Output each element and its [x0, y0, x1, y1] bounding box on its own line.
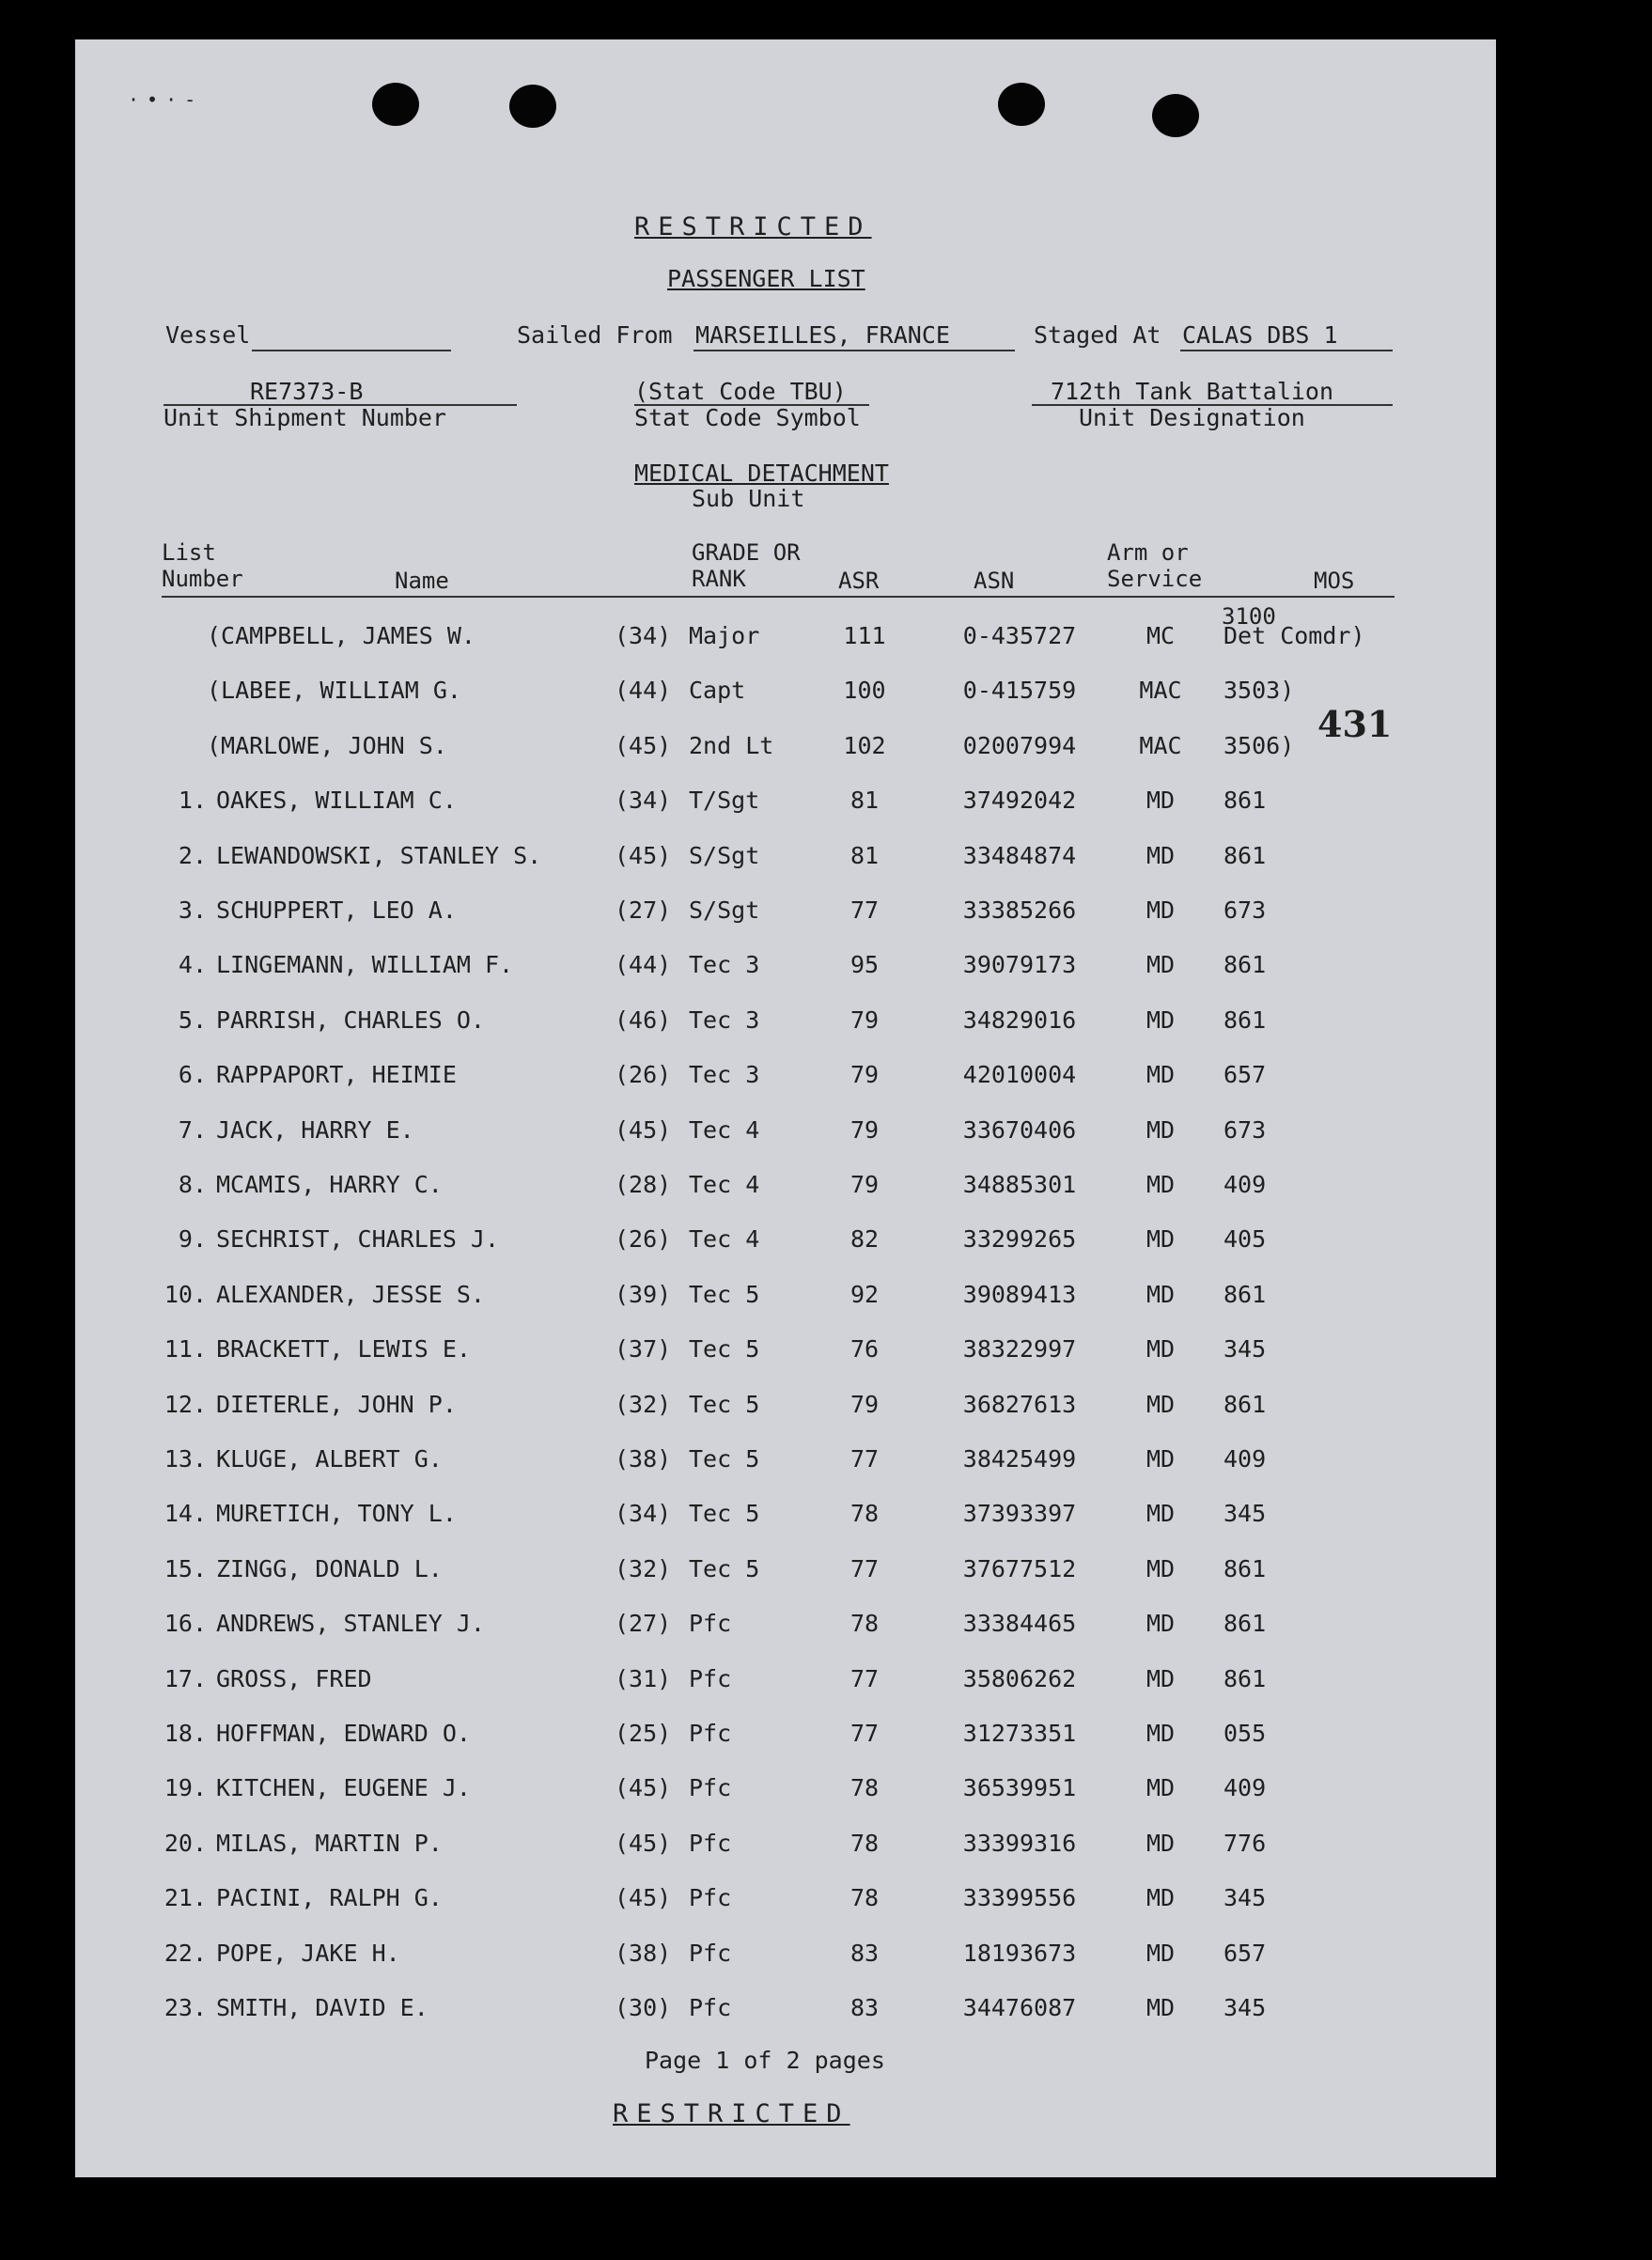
passenger-name: KITCHEN, EUGENE J.: [216, 1774, 471, 1802]
passenger-age: (45): [615, 731, 672, 759]
passenger-arm-service: MD: [1145, 1171, 1176, 1198]
passenger-age: (32): [615, 1554, 672, 1582]
passenger-age: (26): [615, 1061, 672, 1089]
passenger-row: [75, 1116, 1496, 1154]
passenger-row: [75, 1665, 1496, 1703]
passenger-asr: 83: [849, 1994, 880, 2021]
passenger-rank: Capt: [689, 677, 746, 705]
punch-hole: [372, 83, 419, 126]
passenger-rank: Tec 5: [689, 1445, 760, 1473]
passenger-row: [75, 1500, 1496, 1537]
list-number: 18.: [164, 1720, 207, 1747]
passenger-arm-service: MD: [1145, 1720, 1176, 1747]
passenger-asn: 39079173: [962, 951, 1077, 979]
list-number: 16.: [164, 1610, 207, 1638]
passenger-age: (45): [615, 1115, 672, 1144]
passenger-rank: Pfc: [689, 1664, 732, 1692]
passenger-arm-service: MD: [1145, 1005, 1176, 1034]
col-arm-2: Service: [1107, 566, 1203, 592]
passenger-arm-service: MAC: [1139, 731, 1182, 759]
passenger-mos: Det Comdr): [1223, 622, 1365, 649]
passenger-asr: 92: [849, 1280, 880, 1308]
passenger-asr: 102: [843, 731, 886, 759]
passenger-mos: 673: [1223, 1115, 1267, 1144]
passenger-arm-service: MD: [1145, 1445, 1176, 1473]
passenger-asn: 36827613: [962, 1390, 1077, 1418]
passenger-mos: 673: [1223, 896, 1267, 924]
passenger-mos: 861: [1223, 951, 1267, 979]
passenger-name: LINGEMANN, WILLIAM F.: [216, 951, 514, 979]
passenger-name: GROSS, FRED: [216, 1664, 372, 1692]
passenger-age: (26): [615, 1225, 672, 1254]
sailed-from-label: Sailed From: [517, 321, 673, 349]
sub-unit-label: Sub Unit: [692, 485, 805, 512]
passenger-rank: Tec 3: [689, 1005, 760, 1034]
passenger-row: [75, 1445, 1496, 1483]
passenger-asr: 77: [849, 1445, 880, 1473]
passenger-arm-service: MD: [1145, 1061, 1176, 1089]
passenger-mos: 861: [1223, 1554, 1267, 1582]
restricted-footer: RESTRICTED: [613, 2099, 850, 2128]
passenger-asr: 79: [849, 1061, 880, 1089]
passenger-row: [75, 1006, 1496, 1044]
stat-code-label: Stat Code Symbol: [634, 404, 861, 431]
restricted-heading: RESTRICTED: [634, 212, 872, 242]
list-number: 4.: [178, 951, 207, 979]
passenger-age: (34): [615, 622, 672, 649]
passenger-mos: 405: [1223, 1225, 1267, 1254]
list-number: 8.: [178, 1171, 207, 1198]
officer-mos-top: 3100: [1222, 603, 1276, 630]
passenger-age: (28): [615, 1171, 672, 1198]
col-name: Name: [395, 568, 449, 594]
passenger-name: MCAMIS, HARRY C.: [216, 1171, 443, 1198]
list-number: 22.: [164, 1939, 207, 1967]
passenger-age: (32): [615, 1390, 672, 1418]
list-number: 11.: [164, 1335, 207, 1364]
passenger-rank: Tec 4: [689, 1225, 760, 1254]
officer-row: [75, 677, 1496, 714]
passenger-asn: 34885301: [962, 1171, 1077, 1198]
passenger-asn: 37393397: [962, 1500, 1077, 1528]
list-number: 13.: [164, 1445, 207, 1473]
passenger-asr: 77: [849, 1664, 880, 1692]
list-number: 9.: [178, 1225, 207, 1254]
passenger-asn: 34476087: [962, 1994, 1077, 2021]
passenger-name: ANDREWS, STANLEY J.: [216, 1610, 485, 1638]
passenger-arm-service: MD: [1145, 787, 1176, 815]
passenger-asr: 95: [849, 951, 880, 979]
passenger-mos: 3506): [1223, 731, 1295, 759]
passenger-rank: T/Sgt: [689, 787, 760, 815]
list-number: 23.: [164, 1994, 207, 2021]
passenger-rank: Tec 5: [689, 1335, 760, 1364]
document-page: [75, 39, 1496, 2177]
staged-at-value: CALAS DBS 1: [1182, 321, 1338, 349]
passenger-row: [75, 1720, 1496, 1757]
passenger-age: (39): [615, 1280, 672, 1308]
passenger-rank: Pfc: [689, 1829, 732, 1857]
passenger-asn: 31273351: [962, 1720, 1077, 1747]
passenger-asn: 38322997: [962, 1335, 1077, 1364]
sub-unit-value: MEDICAL DETACHMENT: [634, 460, 889, 487]
col-arm-1: Arm or: [1107, 539, 1189, 566]
passenger-row: [75, 951, 1496, 989]
page-count: Page 1 of 2 pages: [645, 2047, 885, 2074]
passenger-name: ZINGG, DONALD L.: [216, 1554, 443, 1582]
passenger-asr: 82: [849, 1225, 880, 1254]
passenger-asn: 0-415759: [962, 677, 1077, 705]
passenger-mos: 861: [1223, 1280, 1267, 1308]
header-rule: [162, 596, 1395, 598]
passenger-age: (45): [615, 1829, 672, 1857]
passenger-name: MURETICH, TONY L.: [216, 1500, 457, 1528]
passenger-row: [75, 842, 1496, 880]
passenger-arm-service: MD: [1145, 1664, 1176, 1692]
passenger-row: [75, 1940, 1496, 1977]
passenger-asr: 81: [849, 787, 880, 815]
punch-hole: [1152, 94, 1199, 137]
unit-designation: 712th Tank Battalion: [1051, 378, 1334, 405]
passenger-asn: 42010004: [962, 1061, 1077, 1089]
list-number: 3.: [178, 896, 207, 924]
passenger-rank: Pfc: [689, 1939, 732, 1967]
passenger-rank: Tec 3: [689, 951, 760, 979]
passenger-name: KLUGE, ALBERT G.: [216, 1445, 443, 1473]
passenger-arm-service: MC: [1145, 622, 1176, 649]
passenger-asr: 78: [849, 1884, 880, 1912]
passenger-mos: 776: [1223, 1829, 1267, 1857]
passenger-age: (44): [615, 951, 672, 979]
passenger-age: (37): [615, 1335, 672, 1364]
passenger-age: (31): [615, 1664, 672, 1692]
list-number: 21.: [164, 1884, 207, 1912]
passenger-rank: 2nd Lt: [689, 731, 774, 759]
passenger-row: [75, 1884, 1496, 1922]
col-asr: ASR: [838, 568, 880, 594]
passenger-arm-service: MD: [1145, 1500, 1176, 1528]
passenger-row: [75, 1774, 1496, 1812]
passenger-asn: 33399316: [962, 1829, 1077, 1857]
passenger-asn: 34829016: [962, 1005, 1077, 1034]
passenger-name: (LABEE, WILLIAM G.: [207, 677, 461, 705]
col-asn: ASN: [974, 568, 1015, 594]
passenger-rank: S/Sgt: [689, 841, 760, 869]
passenger-rank: Pfc: [689, 1720, 732, 1747]
passenger-name: SECHRIST, CHARLES J.: [216, 1225, 500, 1254]
passenger-asr: 79: [849, 1171, 880, 1198]
passenger-arm-service: MD: [1145, 1610, 1176, 1638]
passenger-rank: Tec 4: [689, 1115, 760, 1144]
unit-shipment-number: RE7373-B: [250, 378, 364, 405]
passenger-arm-service: MD: [1145, 1115, 1176, 1144]
passenger-row: [75, 1281, 1496, 1318]
passenger-age: (38): [615, 1445, 672, 1473]
passenger-asr: 79: [849, 1390, 880, 1418]
list-number: 12.: [164, 1390, 207, 1418]
passenger-mos: 409: [1223, 1171, 1267, 1198]
passenger-mos: 657: [1223, 1061, 1267, 1089]
vessel-underline: [252, 350, 451, 351]
passenger-asr: 78: [849, 1774, 880, 1802]
passenger-arm-service: MD: [1145, 1939, 1176, 1967]
passenger-asr: 78: [849, 1829, 880, 1857]
passenger-age: (27): [615, 896, 672, 924]
passenger-mos: 861: [1223, 787, 1267, 815]
passenger-mos: 345: [1223, 1500, 1267, 1528]
passenger-asr: 111: [843, 622, 886, 649]
passenger-mos: 409: [1223, 1774, 1267, 1802]
passenger-row: [75, 1391, 1496, 1428]
col-grade-2: RANK: [692, 566, 746, 592]
passenger-rank: Pfc: [689, 1994, 732, 2021]
passenger-age: (25): [615, 1720, 672, 1747]
punch-hole: [998, 83, 1045, 126]
passenger-rank: S/Sgt: [689, 896, 760, 924]
passenger-asn: 18193673: [962, 1939, 1077, 1967]
passenger-row: [75, 1225, 1496, 1263]
passenger-asr: 100: [843, 677, 886, 705]
passenger-arm-service: MD: [1145, 1554, 1176, 1582]
unit-shipment-label: Unit Shipment Number: [164, 404, 447, 431]
passenger-row: [75, 1335, 1496, 1373]
passenger-asn: 38425499: [962, 1445, 1077, 1473]
passenger-asn: 33385266: [962, 896, 1077, 924]
list-number: 20.: [164, 1829, 207, 1857]
passenger-name: (MARLOWE, JOHN S.: [207, 731, 447, 759]
passenger-asn: 37677512: [962, 1554, 1077, 1582]
passenger-mos: 861: [1223, 1390, 1267, 1418]
passenger-asr: 83: [849, 1939, 880, 1967]
passenger-asr: 77: [849, 1720, 880, 1747]
passenger-mos: 409: [1223, 1445, 1267, 1473]
passenger-asn: 33484874: [962, 841, 1077, 869]
passenger-mos: 861: [1223, 1610, 1267, 1638]
passenger-asr: 79: [849, 1115, 880, 1144]
passenger-asn: 33399556: [962, 1884, 1077, 1912]
list-number: 5.: [178, 1005, 207, 1034]
passenger-mos: 055: [1223, 1720, 1267, 1747]
col-grade-1: GRADE OR: [692, 539, 801, 566]
passenger-asr: 77: [849, 896, 880, 924]
passenger-rank: Tec 5: [689, 1280, 760, 1308]
passenger-arm-service: MD: [1145, 1280, 1176, 1308]
passenger-mos: 861: [1223, 841, 1267, 869]
passenger-arm-service: MAC: [1139, 677, 1182, 705]
passenger-row: [75, 1830, 1496, 1867]
vessel-label: Vessel: [165, 321, 251, 349]
list-number: 1.: [178, 787, 207, 815]
passenger-rank: Tec 5: [689, 1390, 760, 1418]
passenger-name: (CAMPBELL, JAMES W.: [207, 622, 475, 649]
stat-code: (Stat Code TBU): [634, 378, 847, 405]
passenger-mos: 345: [1223, 1335, 1267, 1364]
passenger-age: (45): [615, 1884, 672, 1912]
list-number: 17.: [164, 1664, 207, 1692]
passenger-age: (44): [615, 677, 672, 705]
passenger-mos: 657: [1223, 1939, 1267, 1967]
passenger-asn: 33299265: [962, 1225, 1077, 1254]
passenger-rank: Pfc: [689, 1884, 732, 1912]
passenger-row: [75, 1171, 1496, 1208]
passenger-asr: 79: [849, 1005, 880, 1034]
passenger-name: LEWANDOWSKI, STANLEY S.: [216, 841, 542, 869]
passenger-name: PACINI, RALPH G.: [216, 1884, 443, 1912]
passenger-row: [75, 1555, 1496, 1593]
passenger-asr: 77: [849, 1554, 880, 1582]
passenger-arm-service: MD: [1145, 1225, 1176, 1254]
passenger-mos: 345: [1223, 1884, 1267, 1912]
passenger-asr: 81: [849, 841, 880, 869]
passenger-age: (38): [615, 1939, 672, 1967]
staged-at-label: Staged At: [1034, 321, 1161, 349]
passenger-name: SCHUPPERT, LEO A.: [216, 896, 457, 924]
passenger-list-heading: PASSENGER LIST: [667, 265, 865, 292]
passenger-asr: 78: [849, 1610, 880, 1638]
passenger-mos: 861: [1223, 1005, 1267, 1034]
list-number: 7.: [178, 1115, 207, 1144]
passenger-age: (30): [615, 1994, 672, 2021]
passenger-row: [75, 896, 1496, 934]
passenger-age: (27): [615, 1610, 672, 1638]
passenger-asn: 02007994: [962, 731, 1077, 759]
officer-row: [75, 732, 1496, 770]
list-number: 10.: [164, 1280, 207, 1308]
passenger-asn: 36539951: [962, 1774, 1077, 1802]
passenger-rank: Tec 5: [689, 1500, 760, 1528]
passenger-arm-service: MD: [1145, 1829, 1176, 1857]
passenger-mos: 861: [1223, 1664, 1267, 1692]
passenger-name: RAPPAPORT, HEIMIE: [216, 1061, 457, 1089]
passenger-arm-service: MD: [1145, 1335, 1176, 1364]
passenger-name: ALEXANDER, JESSE S.: [216, 1280, 485, 1308]
passenger-row: [75, 1061, 1496, 1099]
passenger-age: (45): [615, 841, 672, 869]
unit-designation-label: Unit Designation: [1079, 404, 1305, 431]
passenger-row: [75, 1610, 1496, 1647]
margin-specks: ·•·-: [128, 88, 204, 111]
passenger-name: JACK, HARRY E.: [216, 1115, 414, 1144]
list-number: 6.: [178, 1061, 207, 1089]
passenger-name: BRACKETT, LEWIS E.: [216, 1335, 471, 1364]
punch-hole: [509, 85, 556, 128]
passenger-mos: 345: [1223, 1994, 1267, 2021]
passenger-asn: 33384465: [962, 1610, 1077, 1638]
passenger-name: PARRISH, CHARLES O.: [216, 1005, 485, 1034]
passenger-asn: 0-435727: [962, 622, 1077, 649]
passenger-rank: Major: [689, 622, 760, 649]
passenger-rank: Tec 4: [689, 1171, 760, 1198]
passenger-name: SMITH, DAVID E.: [216, 1994, 429, 2021]
list-number: 19.: [164, 1774, 207, 1802]
passenger-arm-service: MD: [1145, 1390, 1176, 1418]
list-number: 2.: [178, 841, 207, 869]
passenger-name: DIETERLE, JOHN P.: [216, 1390, 457, 1418]
passenger-age: (34): [615, 1500, 672, 1528]
passenger-asr: 78: [849, 1500, 880, 1528]
passenger-asr: 76: [849, 1335, 880, 1364]
passenger-name: OAKES, WILLIAM C.: [216, 787, 457, 815]
passenger-age: (46): [615, 1005, 672, 1034]
staged-at-underline: [1180, 350, 1393, 351]
sailed-from-value: MARSEILLES, FRANCE: [695, 321, 950, 349]
passenger-row: [75, 1994, 1496, 2032]
handwritten-annotation: 431: [1317, 703, 1393, 745]
passenger-rank: Tec 3: [689, 1061, 760, 1089]
col-mos: MOS: [1314, 568, 1355, 594]
passenger-age: (45): [615, 1774, 672, 1802]
passenger-arm-service: MD: [1145, 1994, 1176, 2021]
passenger-mos: 3503): [1223, 677, 1295, 705]
passenger-rank: Pfc: [689, 1774, 732, 1802]
passenger-row: [75, 787, 1496, 824]
passenger-asn: 33670406: [962, 1115, 1077, 1144]
passenger-arm-service: MD: [1145, 896, 1176, 924]
passenger-asn: 37492042: [962, 787, 1077, 815]
sailed-from-underline: [694, 350, 1015, 351]
passenger-asn: 39089413: [962, 1280, 1077, 1308]
passenger-rank: Pfc: [689, 1610, 732, 1638]
passenger-arm-service: MD: [1145, 841, 1176, 869]
passenger-asn: 35806262: [962, 1664, 1077, 1692]
passenger-arm-service: MD: [1145, 1884, 1176, 1912]
passenger-arm-service: MD: [1145, 951, 1176, 979]
passenger-arm-service: MD: [1145, 1774, 1176, 1802]
officer-row: [75, 622, 1496, 660]
passenger-name: POPE, JAKE H.: [216, 1939, 400, 1967]
passenger-age: (34): [615, 787, 672, 815]
list-number: 15.: [164, 1554, 207, 1582]
col-list-1: List: [162, 539, 216, 566]
list-number: 14.: [164, 1500, 207, 1528]
col-list-2: Number: [162, 566, 243, 592]
passenger-rank: Tec 5: [689, 1554, 760, 1582]
passenger-name: HOFFMAN, EDWARD O.: [216, 1720, 471, 1747]
passenger-name: MILAS, MARTIN P.: [216, 1829, 443, 1857]
